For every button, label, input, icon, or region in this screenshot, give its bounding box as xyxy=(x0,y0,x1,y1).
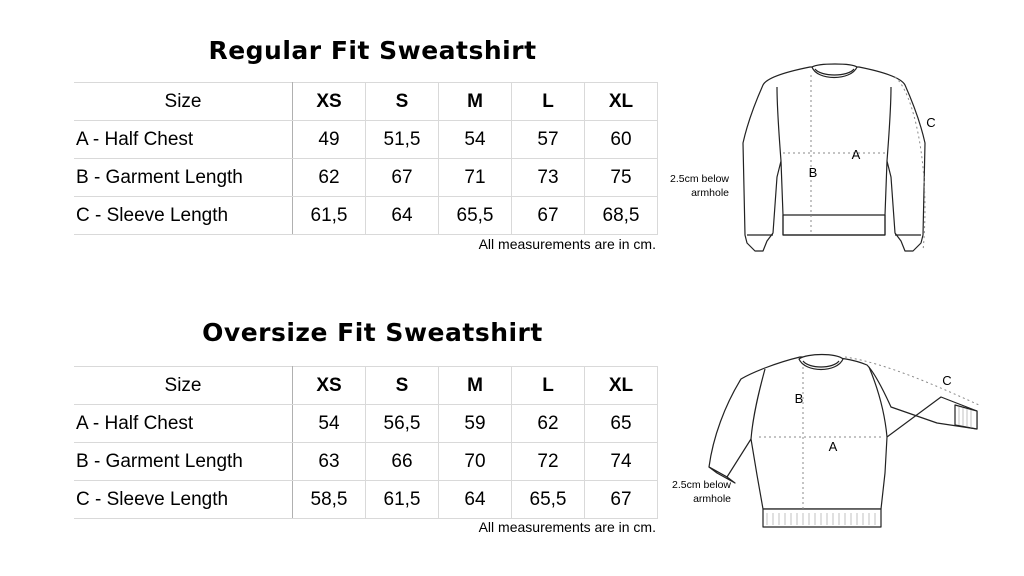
table-cell: 56,5 xyxy=(366,405,439,443)
oversize-size-table xyxy=(74,366,658,519)
diagram-label-a: A xyxy=(828,439,838,454)
table-cell: 64 xyxy=(366,197,439,235)
diagram-label-b: B xyxy=(794,391,804,406)
size-m-header: M xyxy=(439,367,512,405)
table-cell: 54 xyxy=(439,121,512,159)
table-cell: 73 xyxy=(512,159,585,197)
table-cell: 70 xyxy=(439,443,512,481)
table-cell: 61,5 xyxy=(293,197,366,235)
table-cell: 60 xyxy=(585,121,658,159)
size-l-header: L xyxy=(512,83,585,121)
diagram-label-b: B xyxy=(808,165,818,180)
table-cell: 54 xyxy=(293,405,366,443)
size-m-header: M xyxy=(439,83,512,121)
diagram-label-c: C xyxy=(942,373,952,388)
table-cell: 62 xyxy=(293,159,366,197)
size-xs-header: XS xyxy=(293,83,366,121)
table-cell: 75 xyxy=(585,159,658,197)
diagram-label-c: C xyxy=(926,115,936,130)
regular-size-table xyxy=(74,82,658,235)
table-cell: 51,5 xyxy=(366,121,439,159)
table-cell: 67 xyxy=(366,159,439,197)
table-header-row xyxy=(74,83,658,121)
row-label: B - Garment Length xyxy=(74,443,293,481)
size-header: Size xyxy=(74,83,293,121)
oversize-sweatshirt-diagram xyxy=(655,345,1015,535)
regular-sweatshirt-diagram xyxy=(655,55,945,265)
oversize-fit-title: Oversize Fit Sweatshirt xyxy=(202,318,543,347)
size-xl-header: XL xyxy=(585,83,658,121)
armhole-note-line1: 2.5cm below xyxy=(670,173,729,185)
table-cell: 59 xyxy=(439,405,512,443)
table-cell: 61,5 xyxy=(366,481,439,519)
armhole-note-line2: armhole xyxy=(693,493,731,505)
table-row xyxy=(74,159,658,197)
table-cell: 71 xyxy=(439,159,512,197)
table-cell: 67 xyxy=(512,197,585,235)
table-cell: 66 xyxy=(366,443,439,481)
measurement-note: All measurements are in cm. xyxy=(478,236,656,252)
sweatshirt-outline xyxy=(743,67,925,251)
table-cell: 62 xyxy=(512,405,585,443)
table-cell: 58,5 xyxy=(293,481,366,519)
row-label: B - Garment Length xyxy=(74,159,293,197)
row-label: C - Sleeve Length xyxy=(74,197,293,235)
table-row xyxy=(74,481,658,519)
size-s-header: S xyxy=(366,83,439,121)
diagram-label-a: A xyxy=(851,147,861,162)
table-cell: 57 xyxy=(512,121,585,159)
table-cell: 65,5 xyxy=(512,481,585,519)
table-cell: 74 xyxy=(585,443,658,481)
table-row xyxy=(74,197,658,235)
armhole-note-line2: armhole xyxy=(691,187,729,199)
size-xs-header: XS xyxy=(293,367,366,405)
regular-fit-title: Regular Fit Sweatshirt xyxy=(208,36,537,65)
row-label: A - Half Chest xyxy=(74,405,293,443)
table-cell: 49 xyxy=(293,121,366,159)
table-cell: 64 xyxy=(439,481,512,519)
table-row xyxy=(74,405,658,443)
table-cell: 72 xyxy=(512,443,585,481)
table-cell: 63 xyxy=(293,443,366,481)
row-label: C - Sleeve Length xyxy=(74,481,293,519)
size-l-header: L xyxy=(512,367,585,405)
table-cell: 67 xyxy=(585,481,658,519)
measurement-note: All measurements are in cm. xyxy=(478,519,656,535)
row-label: A - Half Chest xyxy=(74,121,293,159)
table-row xyxy=(74,443,658,481)
sweatshirt-outline xyxy=(709,357,977,509)
size-xl-header: XL xyxy=(585,367,658,405)
armhole-note-line1: 2.5cm below xyxy=(672,479,731,491)
size-s-header: S xyxy=(366,367,439,405)
table-cell: 65 xyxy=(585,405,658,443)
table-cell: 68,5 xyxy=(585,197,658,235)
table-cell: 65,5 xyxy=(439,197,512,235)
table-header-row xyxy=(74,367,658,405)
table-row xyxy=(74,121,658,159)
size-header: Size xyxy=(74,367,293,405)
